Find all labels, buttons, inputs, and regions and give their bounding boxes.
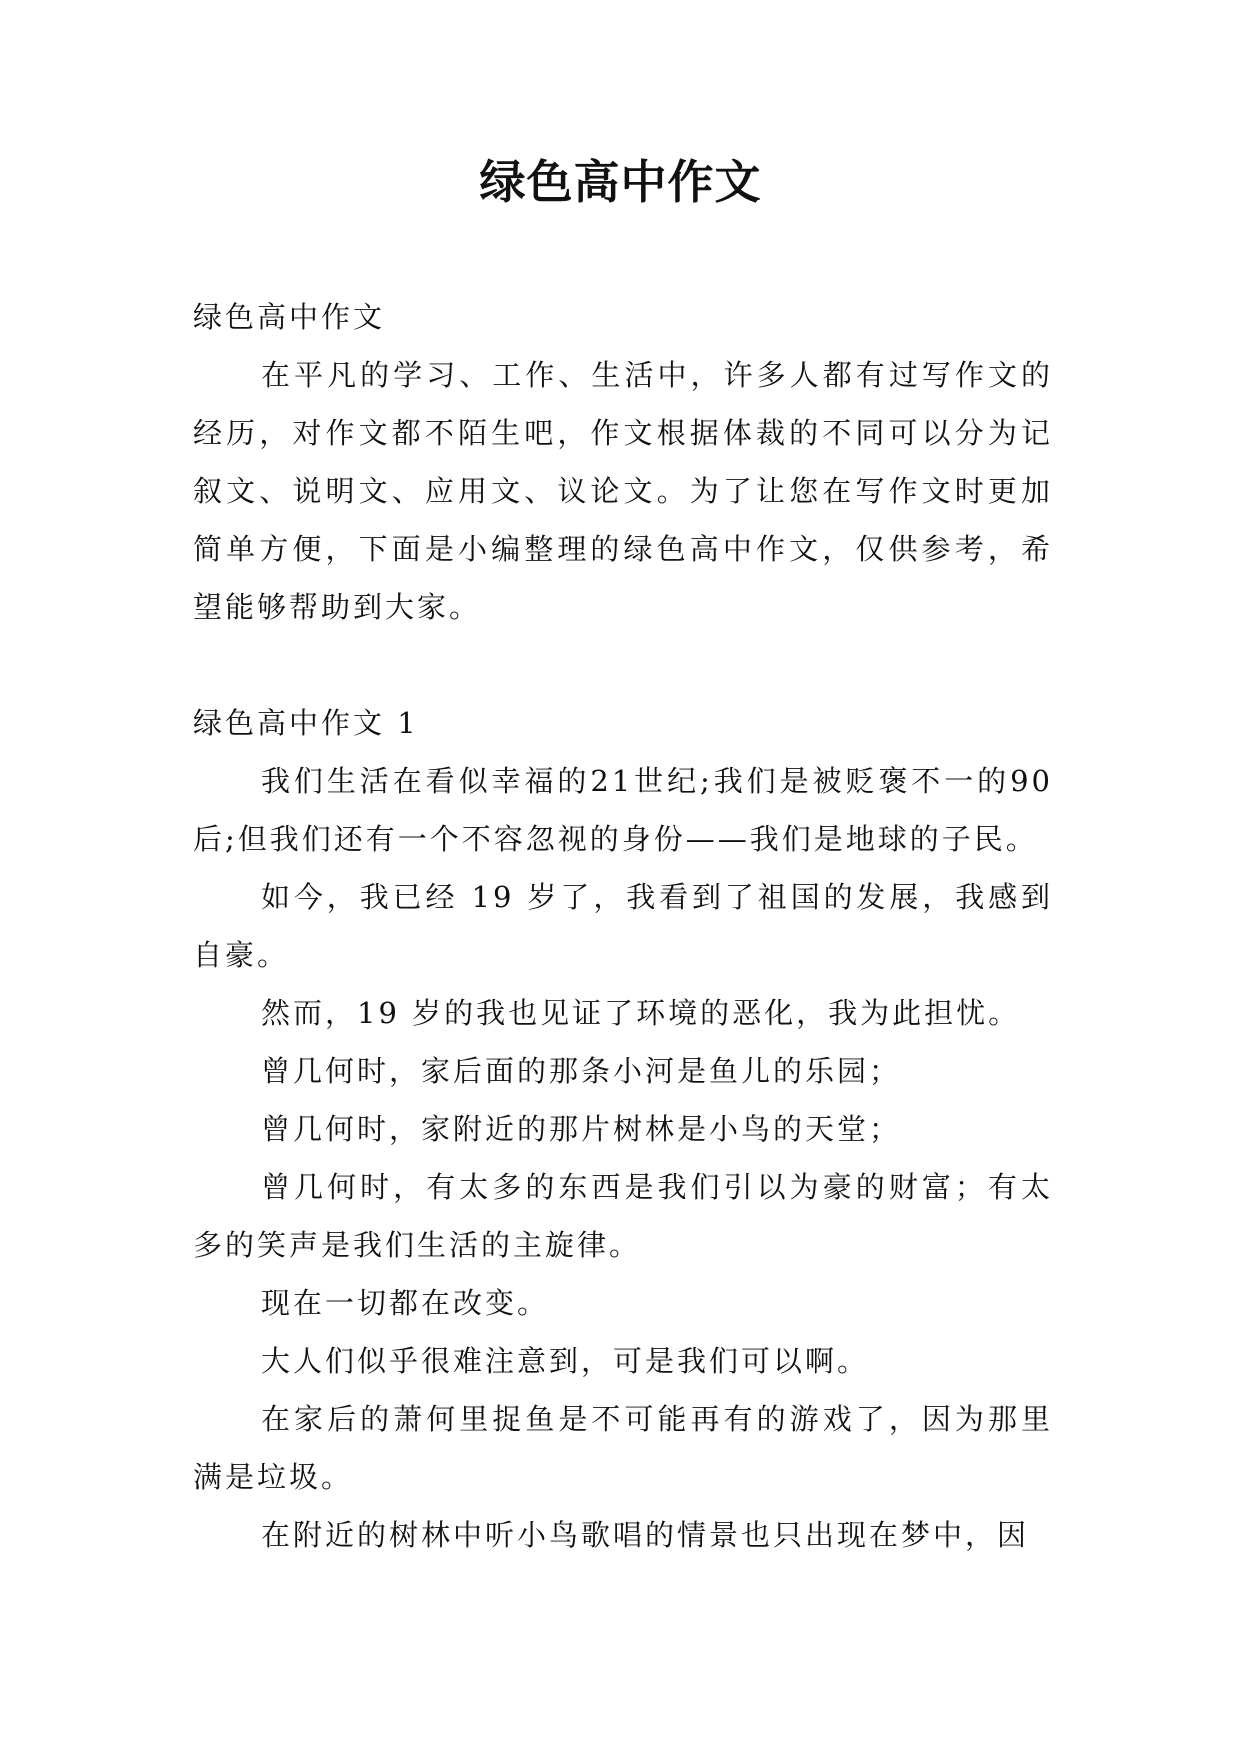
- section1-paragraph: 我们生活在看似幸福的21世纪;我们是被贬褒不一的90后;但我们还有一个不容忽视的身份——我们是地球的子民。: [193, 764, 1053, 856]
- section1-paragraph: 曾几何时，家附近的那片树林是小鸟的天堂；: [261, 1112, 902, 1146]
- section1-paragraph: 然而，19 岁的我也见证了环境的恶化，我为此担忧。: [261, 996, 1021, 1030]
- section1-paragraph: 在家后的萧何里捉鱼是不可能再有的游戏了，因为那里满是垃圾。: [193, 1402, 1053, 1494]
- section1-paragraph: 大人们似乎很难注意到，可是我们可以啊。: [261, 1344, 870, 1378]
- section1-paragraph: 曾几何时，有太多的东西是我们引以为豪的财富；有太多的笑声是我们生活的主旋律。: [193, 1170, 1053, 1262]
- section1-paragraph: 在附近的树林中听小鸟歌唱的情景也只出现在梦中，因: [261, 1518, 1030, 1552]
- section1-heading: 绿色高中作文 1: [193, 706, 419, 740]
- section-spacer: [193, 636, 1053, 694]
- section1-paragraph: 曾几何时，家后面的那条小河是鱼儿的乐园；: [261, 1054, 902, 1088]
- intro-heading: 绿色高中作文: [193, 300, 386, 334]
- intro-paragraph: 在平凡的学习、工作、生活中，许多人都有过写作文的经历，对作文都不陌生吧，作文根据体裁的不同可以分为记叙文、说明文、应用文、议论文。为了让您在写作文时更加简单方便，下面是小编整理的绿色高中作文，仅供参考，希望能够帮助到大家。: [193, 358, 1053, 624]
- document-body: [193, 288, 1053, 1564]
- section1-paragraph: 如今，我已经 19 岁了，我看到了祖国的发展，我感到自豪。: [193, 880, 1053, 972]
- document-title: 绿色高中作文: [479, 155, 762, 209]
- section1-paragraph: 现在一切都在改变。: [261, 1286, 550, 1320]
